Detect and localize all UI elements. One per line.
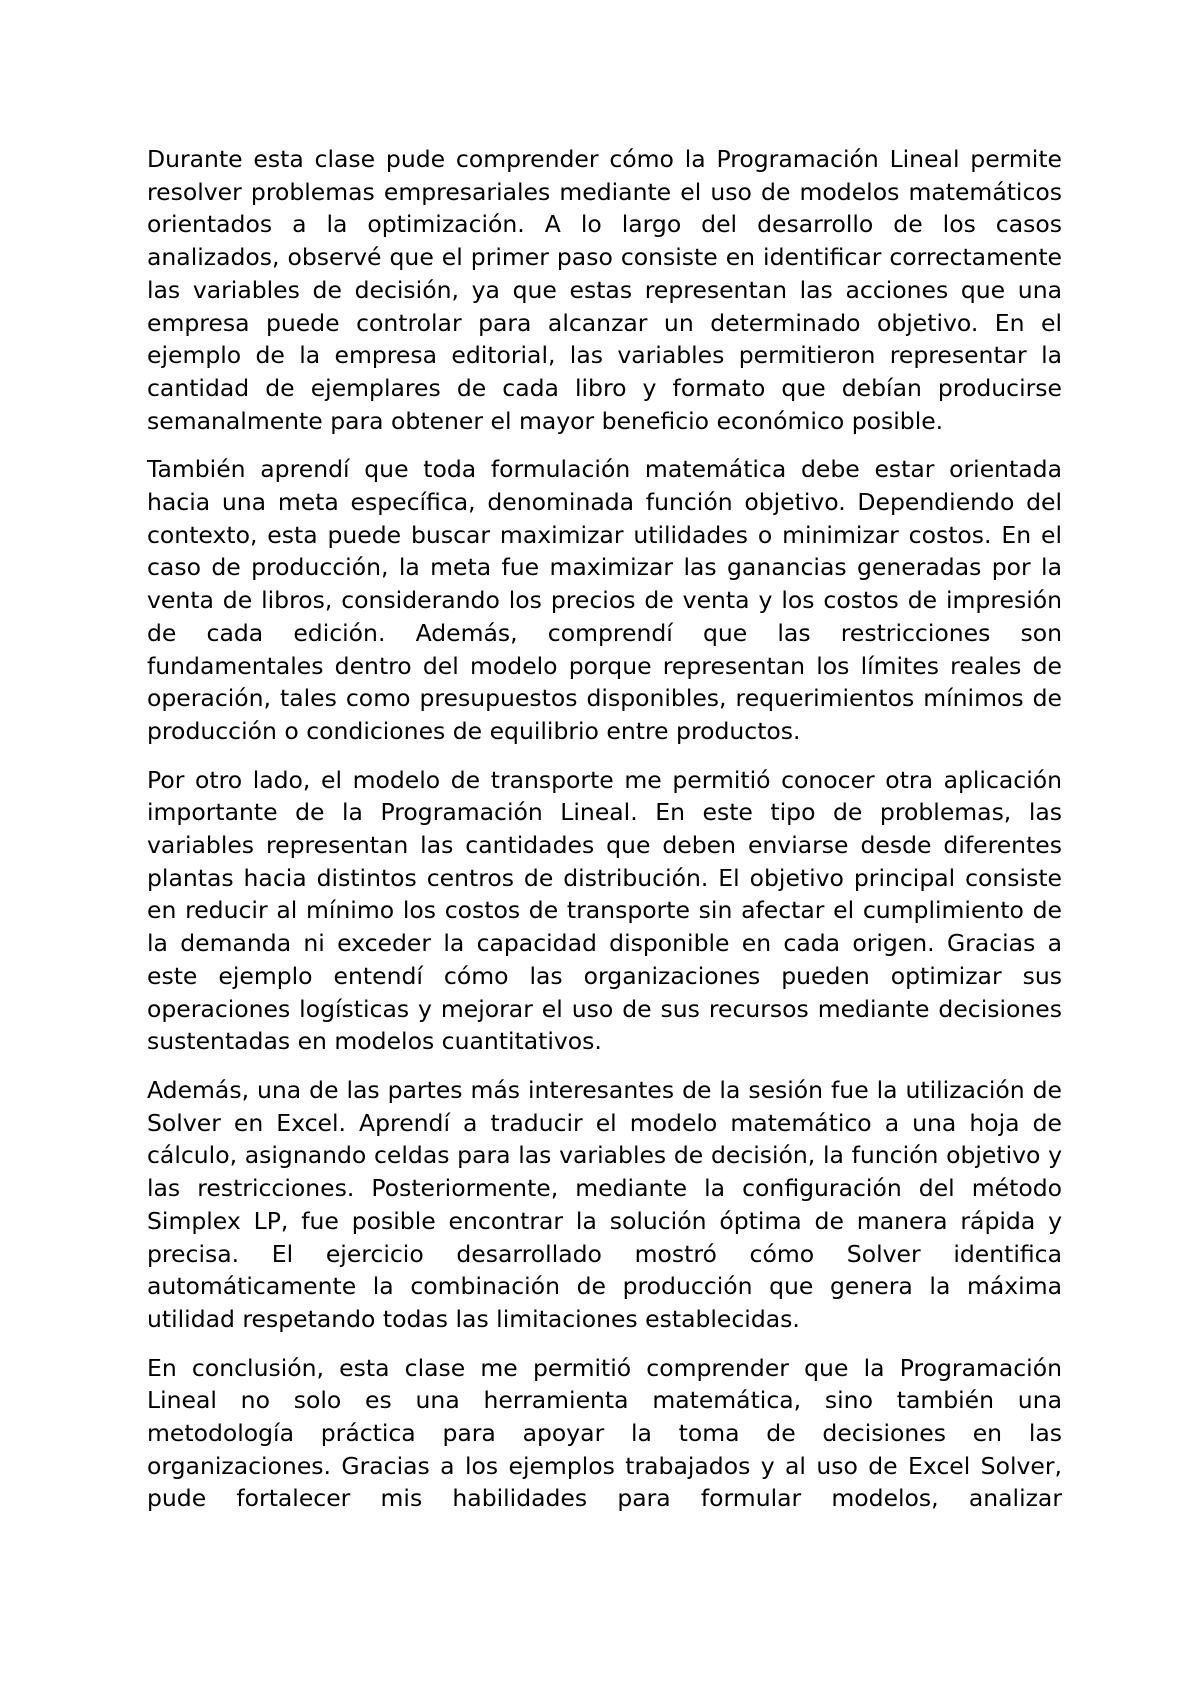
paragraph-1: Durante esta clase pude comprender cómo la Programación Lineal permite resolver problemas empresariales mediante el uso de modelos matemáticos orientados a la optimización. A lo largo del desarrollo de los casos analizados, observé que el primer paso consiste en identificar correctamente las variables de decisión, ya que estas representan las acciones que una empresa puede controlar para alcanzar un determinado objetivo. En el ejemplo de la empresa editorial, las variables permitieron representar la cantidad de ejemplares de cada libro y formato que debían producirse semanalmente para obtener el mayor beneficio económico posible. — [147, 145, 1062, 435]
document-page — [147, 143, 1062, 1531]
paragraph-4: Además, una de las partes más interesantes de la sesión fue la utilización de Solver en Excel. Aprendí a traducir el modelo matemático a una hoja de cálculo, asignando celdas para las variables de decisión, la función objetivo y las restricciones. Posteriormente, mediante la configuración del método Simplex LP, fue posible encontrar la solución óptima de manera rápida y precisa. El ejercicio desarrollado mostró cómo Solver identifica automáticamente la combinación de producción que genera la máxima utilidad respetando todas las limitaciones establecidas. — [147, 1075, 1062, 1333]
paragraph-2: También aprendí que toda formulación matemática debe estar orientada hacia una meta específica, denominada función objetivo. Dependiendo del contexto, esta puede buscar maximizar utilidades o minimizar costos. En el caso de producción, la meta fue maximizar las ganancias generadas por la venta de libros, considerando los precios de venta y los costos de impresión de cada edición. Además, comprendí que las restricciones son fundamentales dentro del modelo porque representan los límites reales de operación, tales como presupuestos disponibles, requerimientos mínimos de producción o condiciones de equilibrio entre productos. — [147, 455, 1062, 745]
paragraph-3: Por otro lado, el modelo de transporte me permitió conocer otra aplicación importante de la Programación Lineal. En este tipo de problemas, las variables representan las cantidades que deben enviarse desde diferentes plantas hacia distintos centros de distribución. El objetivo principal consiste en reducir al mínimo los costos de transporte sin afectar el cumplimiento de la demanda ni exceder la capacidad disponible en cada origen. Gracias a este ejemplo entendí cómo las organizaciones pueden optimizar sus operaciones logísticas y mejorar el uso de sus recursos mediante decisiones sustentadas en modelos cuantitativos. — [147, 765, 1062, 1056]
paragraph-5: En conclusión, esta clase me permitió comprender que la Programación Lineal no solo es una herramienta matemática, sino también una metodología práctica para apoyar la toma de decisiones en las organizaciones. Gracias a los ejemplos trabajados y al uso de Excel Solver, pude fortalecer mis habilidades para formular modelos, analizar — [147, 1353, 1062, 1513]
